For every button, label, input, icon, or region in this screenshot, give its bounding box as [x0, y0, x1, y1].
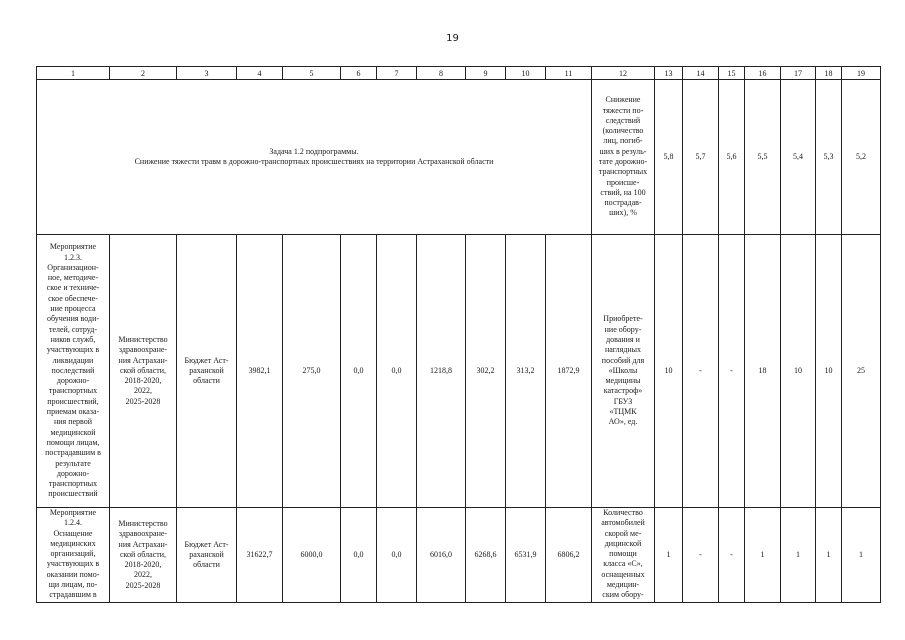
- task-value: 5,6: [719, 80, 745, 235]
- task-value: 5,3: [816, 80, 842, 235]
- executor-cell: Министерство здравоохране- ния Астрахан- ской области, 2018-2020, 2022, 2025-2028: [110, 235, 177, 508]
- funding-total: 31622,7: [237, 508, 283, 603]
- funding-year-value: 6531,9: [506, 508, 546, 603]
- indicator-value: 18: [745, 235, 781, 508]
- column-number-row: [37, 67, 881, 80]
- funding-source-cell: Бюджет Аст- раханской области: [177, 508, 237, 603]
- indicator-value: 10: [816, 235, 842, 508]
- column-number: 19: [842, 67, 881, 80]
- column-number: 14: [683, 67, 719, 80]
- indicator-value: -: [719, 235, 745, 508]
- column-number: 8: [417, 67, 466, 80]
- funding-source-cell: Бюджет Аст- раханской области: [177, 235, 237, 508]
- column-number: 3: [177, 67, 237, 80]
- column-number: 16: [745, 67, 781, 80]
- indicator-value: 1: [816, 508, 842, 603]
- table-row: [37, 508, 881, 603]
- indicator-value: 1: [781, 508, 816, 603]
- column-number: 15: [719, 67, 745, 80]
- indicator-description: Количество автомобилей скорой ме- дицинской помощи класса «С», оснащенных медицин- ским обору-: [592, 508, 655, 603]
- funding-year-value: 302,2: [466, 235, 506, 508]
- indicator-description: Приобрете- ние обору- дования и наглядных пособий для «Школы медицины катастроф» ГБУЗ «ТЦМК АО», ед.: [592, 235, 655, 508]
- table-row: [37, 235, 881, 508]
- indicator-value: 1: [745, 508, 781, 603]
- column-number: 5: [283, 67, 341, 80]
- funding-year-value: 0,0: [341, 508, 377, 603]
- column-number: 6: [341, 67, 377, 80]
- column-number: 18: [816, 67, 842, 80]
- funding-year-value: 6000,0: [283, 508, 341, 603]
- funding-year-value: 313,2: [506, 235, 546, 508]
- indicator-value: 10: [655, 235, 683, 508]
- indicator-value: 25: [842, 235, 881, 508]
- column-number: 7: [377, 67, 417, 80]
- task-value: 5,2: [842, 80, 881, 235]
- funding-year-value: 0,0: [377, 235, 417, 508]
- task-title-line-2: Снижение тяжести травм в дорожно-транспортных происшествиях на территории Астраханской области: [134, 157, 494, 166]
- executor-cell: Министерство здравоохране- ния Астрахан- ской области, 2018-2020, 2022, 2025-2028: [110, 508, 177, 603]
- task-indicator: Снижение тяжести по- следствий (количество лиц, погиб- ших в резуль- тате дорожно- транспортных происше- ствий, на 100 пострадав- ших), %: [592, 80, 655, 235]
- column-number: 2: [110, 67, 177, 80]
- column-number: 1: [37, 67, 110, 80]
- column-number: 11: [546, 67, 592, 80]
- indicator-value: -: [719, 508, 745, 603]
- funding-year-value: 0,0: [341, 235, 377, 508]
- column-number: 10: [506, 67, 546, 80]
- activity-description: Мероприятие 1.2.3. Организацион- ное, методиче- ское и техниче- ское обеспече- ние процесса обучения води- телей, сотруд- ников служб, участвующих в ликвидации последствий дорожно- транспортных происшествий, приемам оказа- ния первой медицинской помощи лицам, пострадавшим в результате дорожно- транспортных происшествий: [37, 235, 110, 508]
- column-number: 4: [237, 67, 283, 80]
- column-number: 9: [466, 67, 506, 80]
- activity-description: Мероприятие 1.2.4. Оснащение медицинских организаций, участвующих в оказании помо- щи лицам, по- страдавшим в: [37, 508, 110, 603]
- funding-total: 3982,1: [237, 235, 283, 508]
- funding-year-value: 275,0: [283, 235, 341, 508]
- task-value: 5,5: [745, 80, 781, 235]
- page-bottom-margin: [0, 608, 905, 640]
- indicator-value: 1: [842, 508, 881, 603]
- task-title: [37, 80, 592, 235]
- indicator-value: 10: [781, 235, 816, 508]
- column-number: 17: [781, 67, 816, 80]
- indicator-value: 1: [655, 508, 683, 603]
- funding-year-value: 1218,8: [417, 235, 466, 508]
- column-number: 12: [592, 67, 655, 80]
- page-number: 19: [446, 33, 459, 44]
- funding-year-value: 6016,0: [417, 508, 466, 603]
- funding-year-value: 1872,9: [546, 235, 592, 508]
- funding-year-value: 6806,2: [546, 508, 592, 603]
- column-number: 13: [655, 67, 683, 80]
- funding-year-value: 6268,6: [466, 508, 506, 603]
- indicator-value: -: [683, 235, 719, 508]
- task-value: 5,8: [655, 80, 683, 235]
- task-value: 5,7: [683, 80, 719, 235]
- indicator-value: -: [683, 508, 719, 603]
- program-table: [36, 66, 881, 603]
- task-value: 5,4: [781, 80, 816, 235]
- funding-year-value: 0,0: [377, 508, 417, 603]
- task-title-line-1: Задача 1.2 подпрограммы.: [269, 147, 359, 156]
- task-row: [37, 80, 881, 235]
